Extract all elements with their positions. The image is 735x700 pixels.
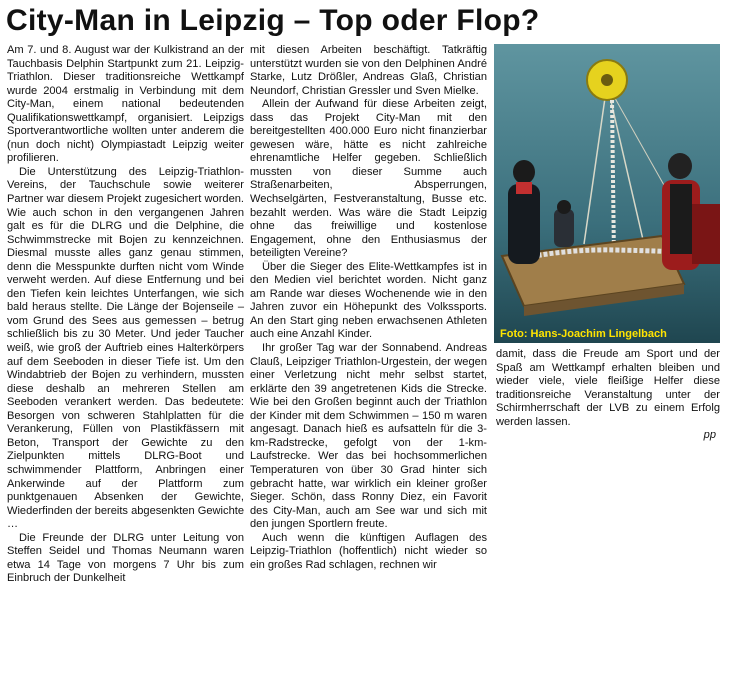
- paragraph: Die Unterstützung des Leipzig-Triathlon-Vereins, der Tauchschule sowie weiterer Partner war diesem Projekt zugesichert worden. Wie auch schon in den vergangenen Jahren galt es für die DLRG und die Delphine, die Schwimmstrecke mit Bojen zu kennzeichnen. Diesmal musste alles ganz genau stimmen, denn die Messpunkte durften nicht vom Winde verweht werden. Auf diese Entfernung und bei den Tiefen kein leichtes Unterfangen, wie sich bald heraus stellte. Die Länge der Bojenseile – vom Grund des Sees aus gemessen – betrug schließlich bis zu 30 Meter. Und jeder Taucher weiß, wie groß der Auftrieb eines Halterkörpers auf dem Seeboden in dieser Tiefe ist. Um den Windabtrieb der Bojen zu verhindern, mussten diese deshalb an mehreren Stellen am Seeboden verankert werden. Das bedeutete: Besorgen von schweren Stahlplatten für die Verankerung, Füllen von Plastikfässern mit Beton, Transport der Gewichte zu den Zielpunkten mittels DLRG-Boot und schwimmender Plattform, Anbringen einer Ankerwinde auf der Plattform zum punktgenauen Absenken der Gewichte, Wiederfinden der bereits abgesenkten Gewichte …: [7, 165, 244, 531]
- divers-photo: [494, 44, 720, 343]
- paragraph: Die Freunde der DLRG unter Leitung von Steffen Seidel und Thomas Neumann waren etwa 14 Tage von morgens 7 Uhr bis zum Einbruch der Dunkelheit: [7, 531, 244, 585]
- paragraph: Ihr großer Tag war der Sonnabend. Andreas Clauß, Leipziger Triathlon-Urgestein, der wegen einer Verletzung nicht mehr selbst startet, erklärte den 39 angetretenen Kids die Strecke. Wie bei den Großen beginnt auch der Triathlon der Kinder mit dem Schwimmen – 150 m waren angesagt. Danach hieß es aufsatteln für die 3-km-Radstrecke, gefolgt von der 1-km-Laufstrecke. Wer das bei hochsommerlichen Temperaturen von über 30 Grad hinter sich gebracht hatte, war wirklich ein kleiner großer Sieger. Schön, dass Ronny Diez, ein Favorit des City-Man, auch am See war und sich mit den jungen Sportlern freute.: [250, 342, 487, 531]
- article-column-2: [250, 44, 487, 572]
- paragraph: Über die Sieger des Elite-Wettkampfes ist in den Medien viel berichtet worden. Nicht ganz am Rande war dieses Wochenende wie in den Jahren zuvor ein Höhepunkt des Volkssports. An den Start ging neben erwachsenen Athleten auch eine Anzahl Kinder.: [250, 260, 487, 341]
- underwater-scene-illustration: [494, 44, 720, 343]
- article-column-3: [496, 348, 720, 443]
- paragraph: Auch wenn die künftigen Auflagen des Leipzig-Triathlon (hoffentlich) nicht wieder so ein großes Rad schlagen, rechnen wir: [250, 531, 487, 571]
- paragraph: Allein der Aufwand für diese Arbeiten zeigt, dass das Projekt City-Man mit den bereitgestellten 400.000 Euro nicht finanzierbar gewesen wäre, hätte es nicht zahlreiche ehrenamtliche Helfer gegeben. Schließlich mussten von dieser Summe auch Straßenarbeiten, Absperrungen, Wechselgärten, Festveranstaltung, Busse etc. bezahlt werden. Was wäre die Stadt Leipzig ohne das freiwillige und kostenlose Engagement, ohne den Enthusiasmus der beteiligten Vereine?: [250, 98, 487, 260]
- paragraph: Am 7. und 8. August war der Kulkistrand an der Tauchbasis Delphin Startpunkt zum 21. Leipzig-Triathlon. Dieser traditionsreiche Wettkampf wurde 2004 erstmalig in Verbindung mit dem City-Man, einem national bedeutenden Qualifikationswettkampf, organisiert. Leipzigs Sportverantwortliche wollten unter anderem die (nun doch nicht) Olympiastadt Leipzig weiter profilieren.: [7, 44, 244, 165]
- author-signature: pp: [703, 429, 716, 442]
- paragraph: damit, dass die Freude am Sport und der Spaß am Wettkampf erhalten bleiben und wieder viele, viele fleißige Helfer diese traditionsreiche Veranstaltung unter der Schirmherrschaft der LVB zu einem Erfolg werden lassen.: [496, 348, 720, 428]
- article-headline: City-Man in Leipzig – Top oder Flop?: [6, 4, 540, 37]
- photo-credit: Foto: Hans-Joachim Lingelbach: [500, 328, 667, 340]
- paragraph: mit diesen Arbeiten beschäftigt. Tatkräftig unterstützt wurden sie von den Delphinen André Starke, Lutz Drößler, Andreas Glaß, Christian Neundorf, Christian Gressler und Sven Mielke.: [250, 44, 487, 97]
- article-column-1: [7, 44, 244, 586]
